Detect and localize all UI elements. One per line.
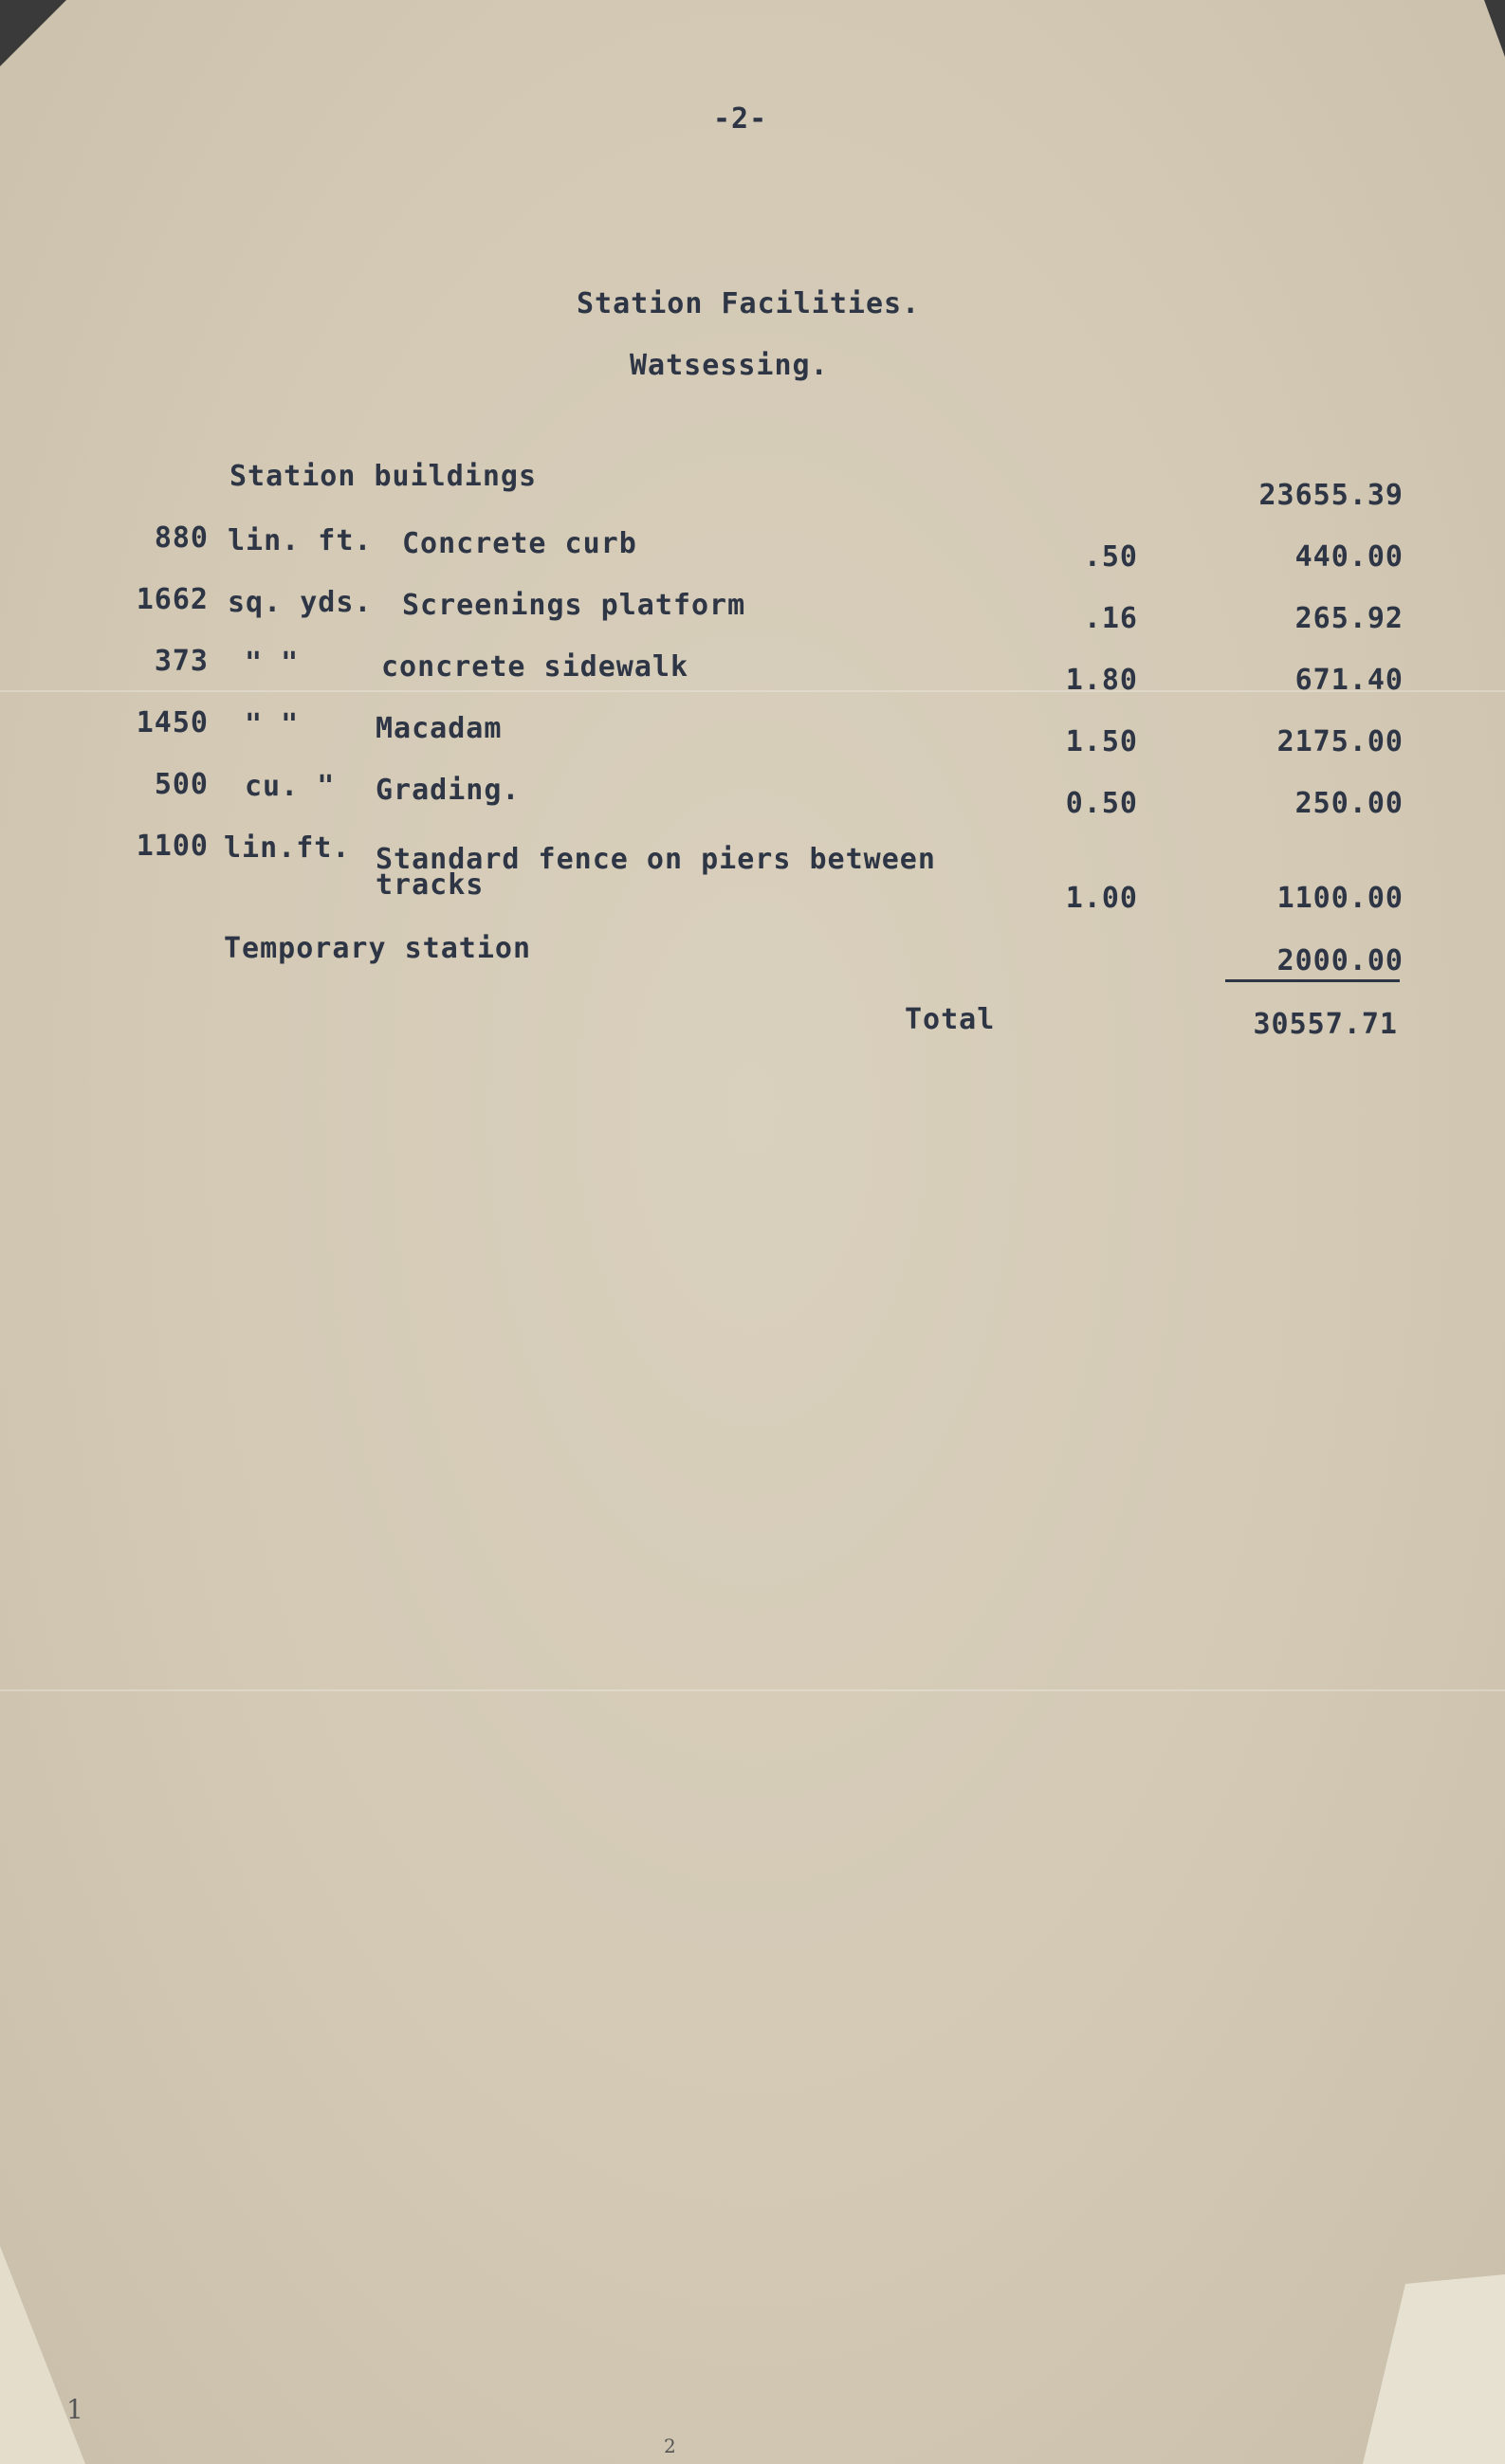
document-title: Station Facilities. xyxy=(577,287,921,320)
row-rate: .50 xyxy=(1083,540,1138,574)
row-amount: 265.92 xyxy=(1294,602,1404,635)
row-rate: 1.50 xyxy=(1065,725,1138,758)
row-description: Temporary station xyxy=(224,932,532,965)
row-description-continued: tracks xyxy=(376,868,485,902)
row-amount: 2000.00 xyxy=(1276,944,1404,977)
row-unit: cu. " xyxy=(245,770,336,803)
row-amount: 1100.00 xyxy=(1276,882,1404,915)
row-amount: 250.00 xyxy=(1294,787,1404,820)
row-rate: 0.50 xyxy=(1065,787,1138,820)
folded-corner-bottom-right xyxy=(1363,2274,1505,2464)
row-amount: 2175.00 xyxy=(1276,725,1404,758)
row-unit: " " xyxy=(245,708,300,741)
subtotal-underline xyxy=(1225,979,1400,982)
folded-corner-bottom-left xyxy=(0,2246,85,2464)
page-number: -2- xyxy=(713,102,768,136)
row-rate: 1.80 xyxy=(1065,664,1138,697)
row-description: Standard fence on piers between xyxy=(376,843,936,876)
row-description: Screenings platform xyxy=(402,589,746,622)
row-description: Concrete curb xyxy=(402,527,637,560)
pencil-mark: 1 xyxy=(66,2394,83,2425)
row-quantity: 1450 xyxy=(136,706,209,739)
row-quantity: 373 xyxy=(154,645,209,678)
total-label: Total xyxy=(905,1003,996,1036)
document-subtitle: Watsessing. xyxy=(630,349,829,382)
row-rate: 1.00 xyxy=(1065,882,1138,915)
pencil-mark: 2 xyxy=(664,2435,676,2457)
torn-corner-top-right xyxy=(1484,0,1505,57)
row-description: Grading. xyxy=(376,774,521,807)
row-amount: 671.40 xyxy=(1294,664,1404,697)
row-amount: 23655.39 xyxy=(1258,479,1404,512)
row-unit: sq. yds. xyxy=(228,586,373,619)
row-description: Station buildings xyxy=(229,460,538,493)
row-unit: lin.ft. xyxy=(224,831,351,865)
row-quantity: 1662 xyxy=(136,583,209,616)
total-amount: 30557.71 xyxy=(1253,1008,1398,1041)
row-quantity: 500 xyxy=(154,768,209,801)
row-description: concrete sidewalk xyxy=(381,650,689,684)
row-rate: .16 xyxy=(1083,602,1138,635)
row-quantity: 1100 xyxy=(136,830,209,863)
row-amount: 440.00 xyxy=(1294,540,1404,574)
row-description: Macadam xyxy=(376,712,503,745)
row-unit: " " xyxy=(245,647,300,680)
paper-fold-line xyxy=(0,1689,1505,1691)
row-quantity: 880 xyxy=(154,521,209,555)
row-unit: lin. ft. xyxy=(228,524,373,557)
torn-corner-top-left xyxy=(0,0,66,66)
